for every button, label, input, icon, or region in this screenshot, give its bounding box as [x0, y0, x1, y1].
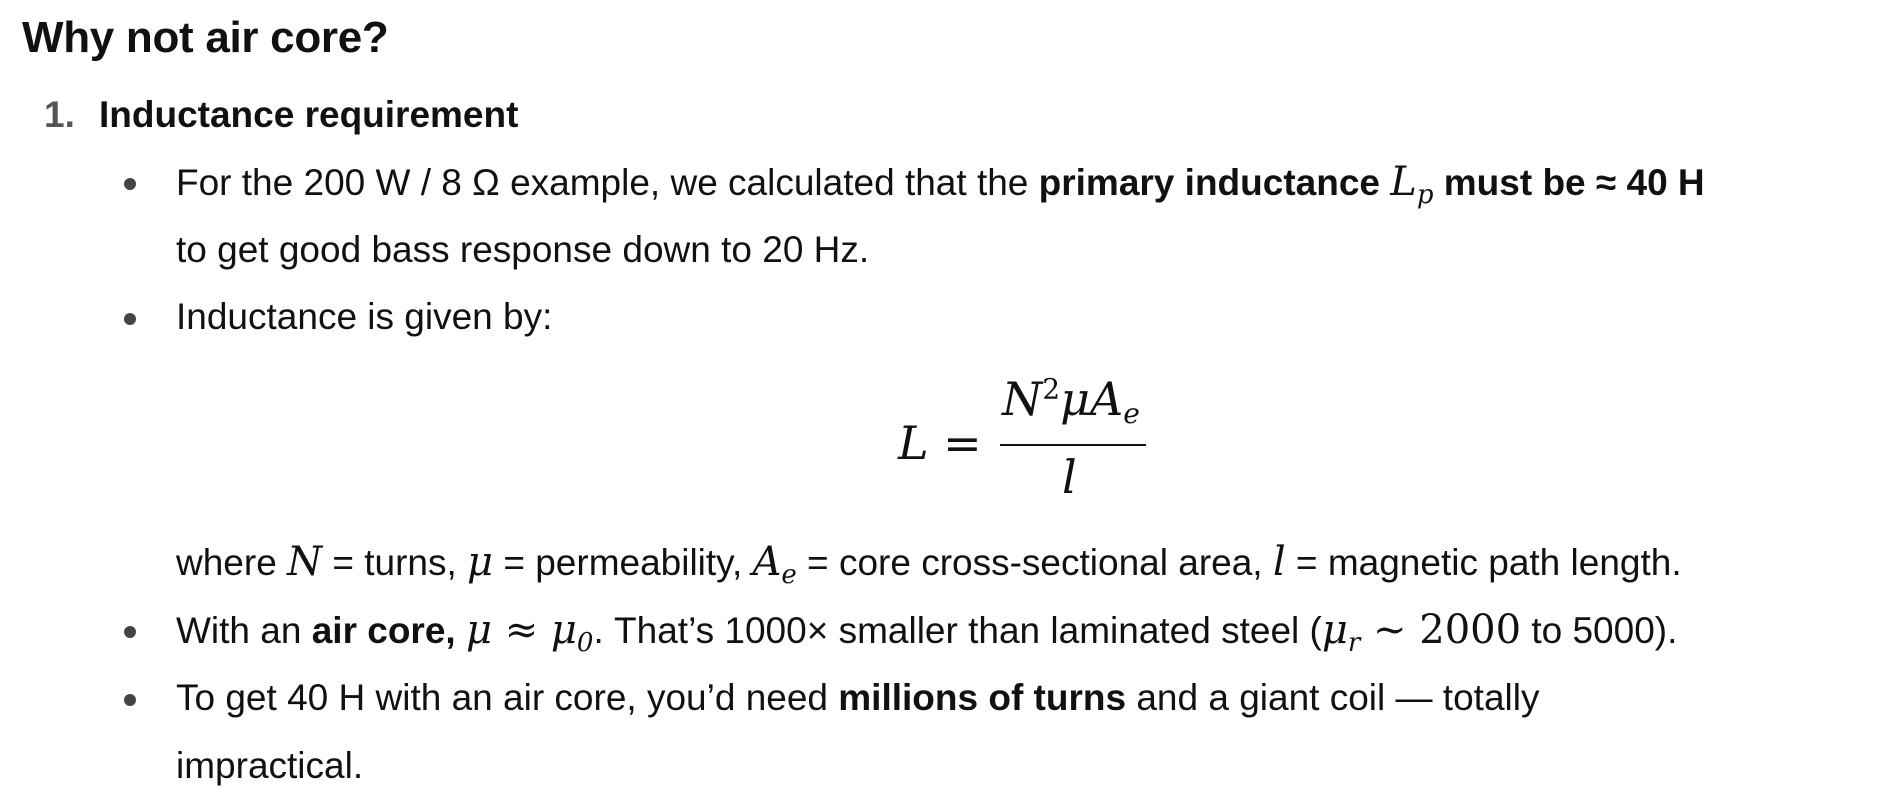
- text-span: With an: [176, 610, 312, 651]
- where-line: [176, 537, 1682, 592]
- math-variable: μA: [1060, 372, 1124, 426]
- text-span: [456, 610, 466, 651]
- bullet-1-line-1: [176, 157, 1705, 212]
- bold-span: primary inductance: [1038, 162, 1391, 203]
- text-span: = magnetic path length.: [1285, 542, 1682, 583]
- bold-span: air core,: [311, 610, 456, 651]
- bold-span: millions of turns: [838, 677, 1127, 718]
- math-subscript: p: [1416, 180, 1434, 210]
- math-expression: ~ 2000: [1360, 607, 1522, 653]
- text-span: = core cross-sectional area,: [796, 542, 1273, 583]
- bullet-dot: [124, 178, 136, 190]
- math-variable: N: [287, 539, 323, 585]
- bullet-1-line-2: to get good bass response down to 20 Hz.: [176, 229, 870, 270]
- bullet-dot: [124, 313, 136, 325]
- formula-numerator: [1002, 372, 1140, 430]
- math-expression: μ ≈ μ: [465, 607, 577, 653]
- fraction-bar: [1000, 444, 1146, 446]
- text-span: where: [176, 542, 288, 583]
- math-variable: l: [1272, 539, 1286, 585]
- math-variable: A: [752, 539, 782, 585]
- text-span: = turns,: [322, 542, 468, 583]
- math-exponent: 2: [1042, 372, 1061, 406]
- bullet-4-line-1: [176, 673, 1539, 723]
- formula-lhs: L =: [898, 416, 982, 470]
- bullet-2-text: Inductance is given by:: [176, 296, 553, 337]
- text-span: = permeability,: [493, 542, 753, 583]
- formula-denominator: l: [1062, 450, 1077, 504]
- text-span: To get 40 H with an air core, you’d need: [176, 677, 839, 718]
- text-span: . That’s 1000× smaller than laminated steel (: [593, 610, 1322, 651]
- math-variable: N: [1002, 372, 1043, 426]
- bullet-dot: [124, 694, 136, 706]
- math-variable: μ: [1321, 607, 1348, 653]
- bullet-4-line-2: impractical.: [176, 745, 364, 786]
- inductance-formula: [898, 372, 1158, 512]
- text-span: For the 200 W / 8 Ω example, we calculated that the: [176, 162, 1039, 203]
- list-item-title: Inductance requirement: [99, 94, 519, 135]
- text-span: to 5000).: [1521, 610, 1678, 651]
- list-number: 1.: [44, 94, 75, 135]
- math-subscript: e: [1123, 397, 1140, 430]
- math-variable: L: [1390, 159, 1417, 205]
- numbered-list-item: [44, 90, 518, 140]
- math-variable: μ: [467, 539, 494, 585]
- text-span: and a giant coil — totally: [1126, 677, 1540, 718]
- bullet-dot: [124, 626, 136, 638]
- math-subscript: r: [1347, 628, 1361, 658]
- bullet-3-text: [176, 605, 1677, 660]
- math-subscript: 0: [576, 628, 594, 658]
- math-subscript: e: [781, 560, 797, 590]
- section-heading: Why not air core?: [22, 13, 389, 62]
- bold-span: must be ≈ 40 H: [1433, 162, 1705, 203]
